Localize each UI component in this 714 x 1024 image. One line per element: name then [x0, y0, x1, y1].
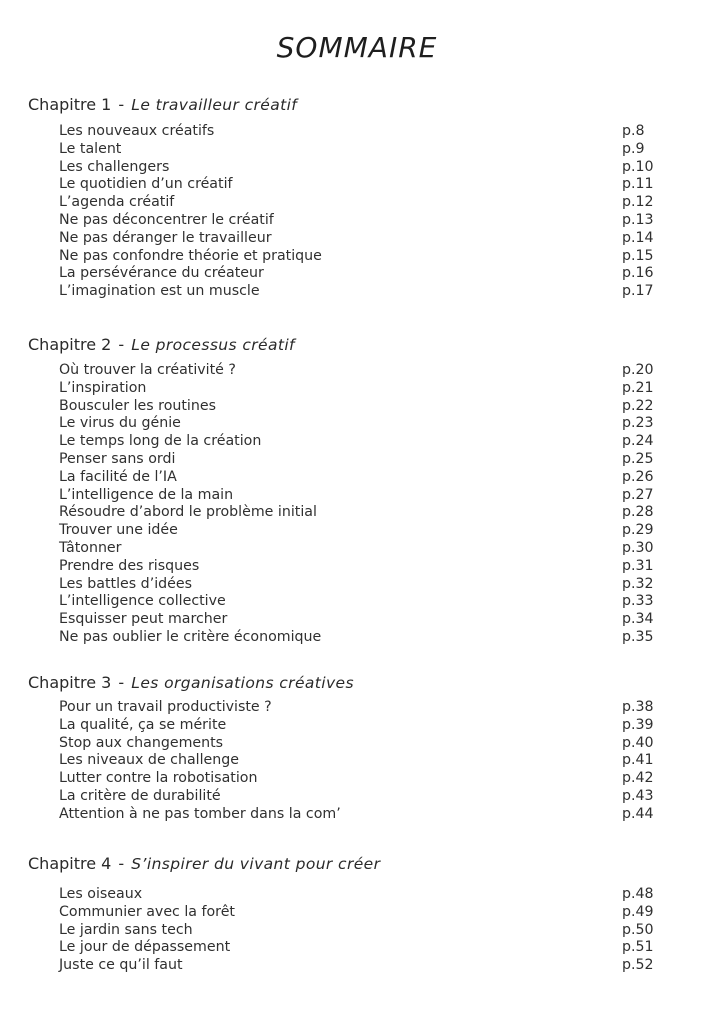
toc-entry-title: Penser sans ordi	[59, 450, 176, 467]
toc-entry-title: La persévérance du créateur	[59, 265, 264, 282]
toc-entry-page-number: p.43	[622, 787, 654, 804]
toc-entry	[0, 717, 714, 735]
toc-entry-page-number: p.28	[622, 504, 654, 521]
toc-entry-page-number: p.21	[622, 379, 654, 396]
toc-entry	[0, 788, 714, 806]
chapter-subtitle: S’inspirer du vivant pour créer	[131, 855, 381, 873]
toc-entry-page-number: p.49	[622, 903, 654, 920]
toc-entry	[0, 504, 714, 522]
chapter-heading	[28, 673, 354, 693]
toc-entry-title: Stop aux changements	[59, 734, 224, 751]
toc-entry-page-number: p.51	[622, 939, 654, 956]
toc-entry	[0, 593, 714, 611]
toc-entry-title: Les nouveaux créatifs	[59, 123, 215, 139]
toc-entry-title: Lutter contre la robotisation	[59, 770, 258, 787]
toc-entry	[0, 806, 714, 824]
toc-entry-title: Le quotidien d’un créatif	[59, 176, 233, 193]
toc-entry	[0, 265, 714, 283]
toc-entry-title: Le jardin sans tech	[59, 921, 193, 938]
toc-entry-title: Le temps long de la création	[59, 433, 262, 450]
toc-entry-title: Ne pas déranger le travailleur	[59, 229, 272, 246]
toc-entry-page-number: p.33	[622, 593, 654, 610]
toc-entry-list	[0, 699, 714, 824]
toc-entry-title: Ne pas oublier le critère économique	[59, 628, 322, 645]
toc-entry	[0, 752, 714, 770]
chapter-heading	[28, 854, 380, 874]
toc-entry	[0, 159, 714, 177]
toc-entry-list	[0, 123, 714, 301]
toc-entry	[0, 283, 714, 301]
chapter-label: Chapitre 1	[28, 95, 112, 114]
toc-entry-page-number: p.9	[622, 140, 645, 157]
toc-entry-title: L’inspiration	[59, 379, 147, 396]
toc-entry	[0, 699, 714, 717]
toc-entry	[0, 904, 714, 922]
chapter-heading	[28, 335, 295, 355]
toc-entry-title: Le virus du génie	[59, 415, 181, 432]
toc-entry-page-number: p.27	[622, 486, 654, 503]
toc-entry-title: Bousculer les routines	[59, 397, 216, 414]
toc-entry	[0, 212, 714, 230]
toc-entry	[0, 576, 714, 594]
toc-entry	[0, 380, 714, 398]
toc-entry-page-number: p.48	[622, 886, 654, 902]
toc-entry-title: L’agenda créatif	[59, 194, 175, 211]
toc-entry-page-number: p.23	[622, 415, 654, 432]
toc-entry-title: Ne pas déconcentrer le créatif	[59, 211, 274, 228]
toc-entry-page-number: p.11	[622, 176, 654, 193]
toc-entry-page-number: p.39	[622, 716, 654, 733]
toc-entry-page-number: p.15	[622, 247, 654, 264]
toc-entry-page-number: p.20	[622, 362, 654, 378]
chapter-separator: -	[118, 673, 125, 692]
toc-entry	[0, 611, 714, 629]
toc-entry-title: Les oiseaux	[59, 886, 143, 902]
toc-entry-page-number: p.10	[622, 158, 654, 175]
chapter-label: Chapitre 4	[28, 854, 112, 873]
toc-entry	[0, 451, 714, 469]
toc-entry	[0, 540, 714, 558]
page-title: SOMMAIRE	[276, 31, 438, 64]
toc-entry-title: Communier avec la forêt	[59, 903, 235, 920]
toc-entry	[0, 141, 714, 159]
toc-entry	[0, 433, 714, 451]
toc-entry	[0, 248, 714, 266]
toc-entry-page-number: p.29	[622, 522, 654, 539]
toc-entry	[0, 469, 714, 487]
toc-entry	[0, 194, 714, 212]
toc-entry-list	[0, 362, 714, 647]
toc-entry	[0, 558, 714, 576]
toc-entry-page-number: p.14	[622, 229, 654, 246]
toc-entry-title: Résoudre d’abord le problème initial	[59, 504, 317, 521]
toc-entry-title: La facilité de l’IA	[59, 468, 177, 485]
toc-entry	[0, 362, 714, 380]
toc-entry-title: Esquisser peut marcher	[59, 611, 228, 628]
toc-entry-title: Où trouver la créativité ?	[59, 362, 236, 378]
toc-entry	[0, 629, 714, 647]
toc-entry-title: Pour un travail productiviste ?	[59, 699, 272, 715]
toc-entry-title: Prendre des risques	[59, 557, 200, 574]
toc-entry-title: Les challengers	[59, 158, 170, 175]
chapter-subtitle: Le processus créatif	[131, 336, 295, 354]
toc-entry-page-number: p.26	[622, 468, 654, 485]
chapter-separator: -	[118, 854, 125, 873]
toc-entry	[0, 886, 714, 904]
toc-entry-title: L’intelligence collective	[59, 593, 226, 610]
toc-entry-page-number: p.38	[622, 699, 654, 715]
toc-entry-page-number: p.8	[622, 123, 645, 139]
toc-entry-title: Juste ce qu’il faut	[59, 957, 183, 974]
toc-entry-page-number: p.24	[622, 433, 654, 450]
toc-entry-page-number: p.16	[622, 265, 654, 282]
toc-entry	[0, 230, 714, 248]
toc-entry-page-number: p.34	[622, 611, 654, 628]
toc-entry-page-number: p.40	[622, 734, 654, 751]
chapter-subtitle: Le travailleur créatif	[131, 96, 298, 114]
toc-entry	[0, 770, 714, 788]
toc-entry-page-number: p.32	[622, 575, 654, 592]
toc-entry-title: Les battles d’idées	[59, 575, 192, 592]
toc-entry-title: Le jour de dépassement	[59, 939, 231, 956]
toc-entry	[0, 957, 714, 975]
toc-entry	[0, 522, 714, 540]
chapter-label: Chapitre 2	[28, 335, 112, 354]
chapter-separator: -	[118, 95, 125, 114]
toc-entry-page-number: p.30	[622, 539, 654, 556]
toc-entry-title: La qualité, ça se mérite	[59, 716, 227, 733]
chapter-label: Chapitre 3	[28, 673, 112, 692]
toc-entry	[0, 939, 714, 957]
toc-entry	[0, 398, 714, 416]
chapter-subtitle: Les organisations créatives	[131, 674, 354, 692]
toc-entry-title: Tâtonner	[59, 539, 122, 556]
toc-entry	[0, 123, 714, 141]
toc-entry-title: Ne pas confondre théorie et pratique	[59, 247, 322, 264]
toc-entry-page-number: p.42	[622, 770, 654, 787]
chapter-separator: -	[118, 335, 125, 354]
chapter-heading	[28, 95, 297, 115]
toc-entry	[0, 176, 714, 194]
toc-entry	[0, 735, 714, 753]
toc-entry-page-number: p.12	[622, 194, 654, 211]
toc-entry-title: L’intelligence de la main	[59, 486, 234, 503]
toc-entry-page-number: p.35	[622, 628, 654, 645]
toc-entry-page-number: p.52	[622, 957, 654, 974]
toc-entry	[0, 487, 714, 505]
toc-entry-title: L’imagination est un muscle	[59, 283, 260, 300]
toc-entry-page-number: p.31	[622, 557, 654, 574]
toc-entry	[0, 922, 714, 940]
toc-entry-page-number: p.13	[622, 211, 654, 228]
toc-entry-title: Les niveaux de challenge	[59, 752, 240, 769]
toc-entry-page-number: p.44	[622, 805, 654, 822]
toc-entry-page-number: p.50	[622, 921, 654, 938]
toc-entry	[0, 415, 714, 433]
toc-entry-title: Le talent	[59, 140, 122, 157]
toc-entry-title: Trouver une idée	[59, 522, 178, 539]
toc-entry-list	[0, 886, 714, 975]
toc-entry-page-number: p.41	[622, 752, 654, 769]
toc-entry-page-number: p.22	[622, 397, 654, 414]
toc-entry-title: La critère de durabilité	[59, 787, 221, 804]
toc-entry-title: Attention à ne pas tomber dans la com’	[59, 805, 341, 822]
toc-entry-page-number: p.25	[622, 450, 654, 467]
toc-entry-page-number: p.17	[622, 283, 654, 300]
